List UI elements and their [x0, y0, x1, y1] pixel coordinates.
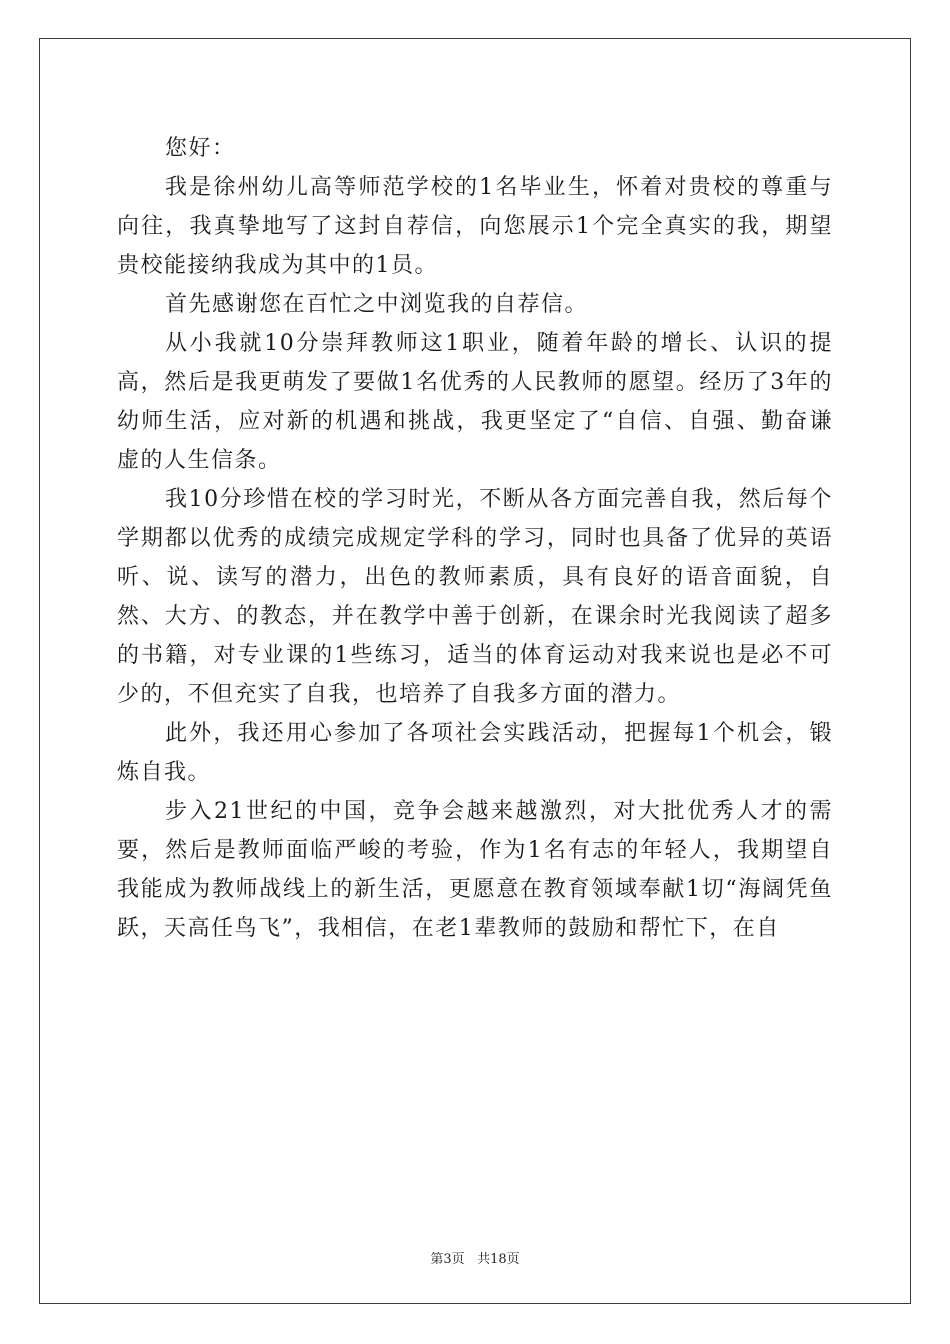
paragraph-thanks: 首先感谢您在百忙之中浏览我的自荐信。 [165, 292, 589, 317]
page-footer [0, 1248, 950, 1267]
paragraph-intro: 我是徐州幼儿高等师范学校的1名毕业生，怀着对贵校的尊重与向往，我真挚地写了这封自荐信，向您展示1个完全真实的我，期望贵校能接纳我成为其中的1员。 [117, 175, 833, 278]
letter-body [117, 129, 833, 948]
paragraph-practice: 此外，我还用心参加了各项社会实践活动，把握每1个机会，锻炼自我。 [117, 721, 833, 785]
page-total: 共18页 [477, 1252, 520, 1267]
greeting: 您好： [165, 136, 236, 161]
paragraph-aspiration: 从小我就10分崇拜教师这1职业，随着年龄的增长、认识的提高，然后是我更萌发了要做1名优秀的人民教师的愿望。经历了3年的幼师生活，应对新的机遇和挑战，我更坚定了“自信、自强、勤奋谦虚的人生信条。 [117, 331, 833, 473]
paragraph-study: 我10分珍惜在校的学习时光，不断从各方面完善自我，然后每个学期都以优秀的成绩完成规定学科的学习，同时也具备了优异的英语听、说、读写的潜力，出色的教师素质，具有良好的语音面貌，自然、大方、的教态，并在教学中善于创新，在课余时光我阅读了超多的书籍，对专业课的1些练习，适当的体育运动对我来说也是必不可少的，不但充实了自我，也培养了自我多方面的潜力。 [117, 487, 833, 707]
page-number: 第3页 [430, 1252, 465, 1267]
paragraph-future: 步入21世纪的中国，竞争会越来越激烈，对大批优秀人才的需要，然后是教师面临严峻的考验，作为1名有志的年轻人，我期望自我能成为教师战线上的新生活，更愿意在教育领域奉献1切“海阔凭鱼跃，天高任鸟飞”，我相信，在老1辈教师的鼓励和帮忙下，在自 [117, 799, 833, 941]
